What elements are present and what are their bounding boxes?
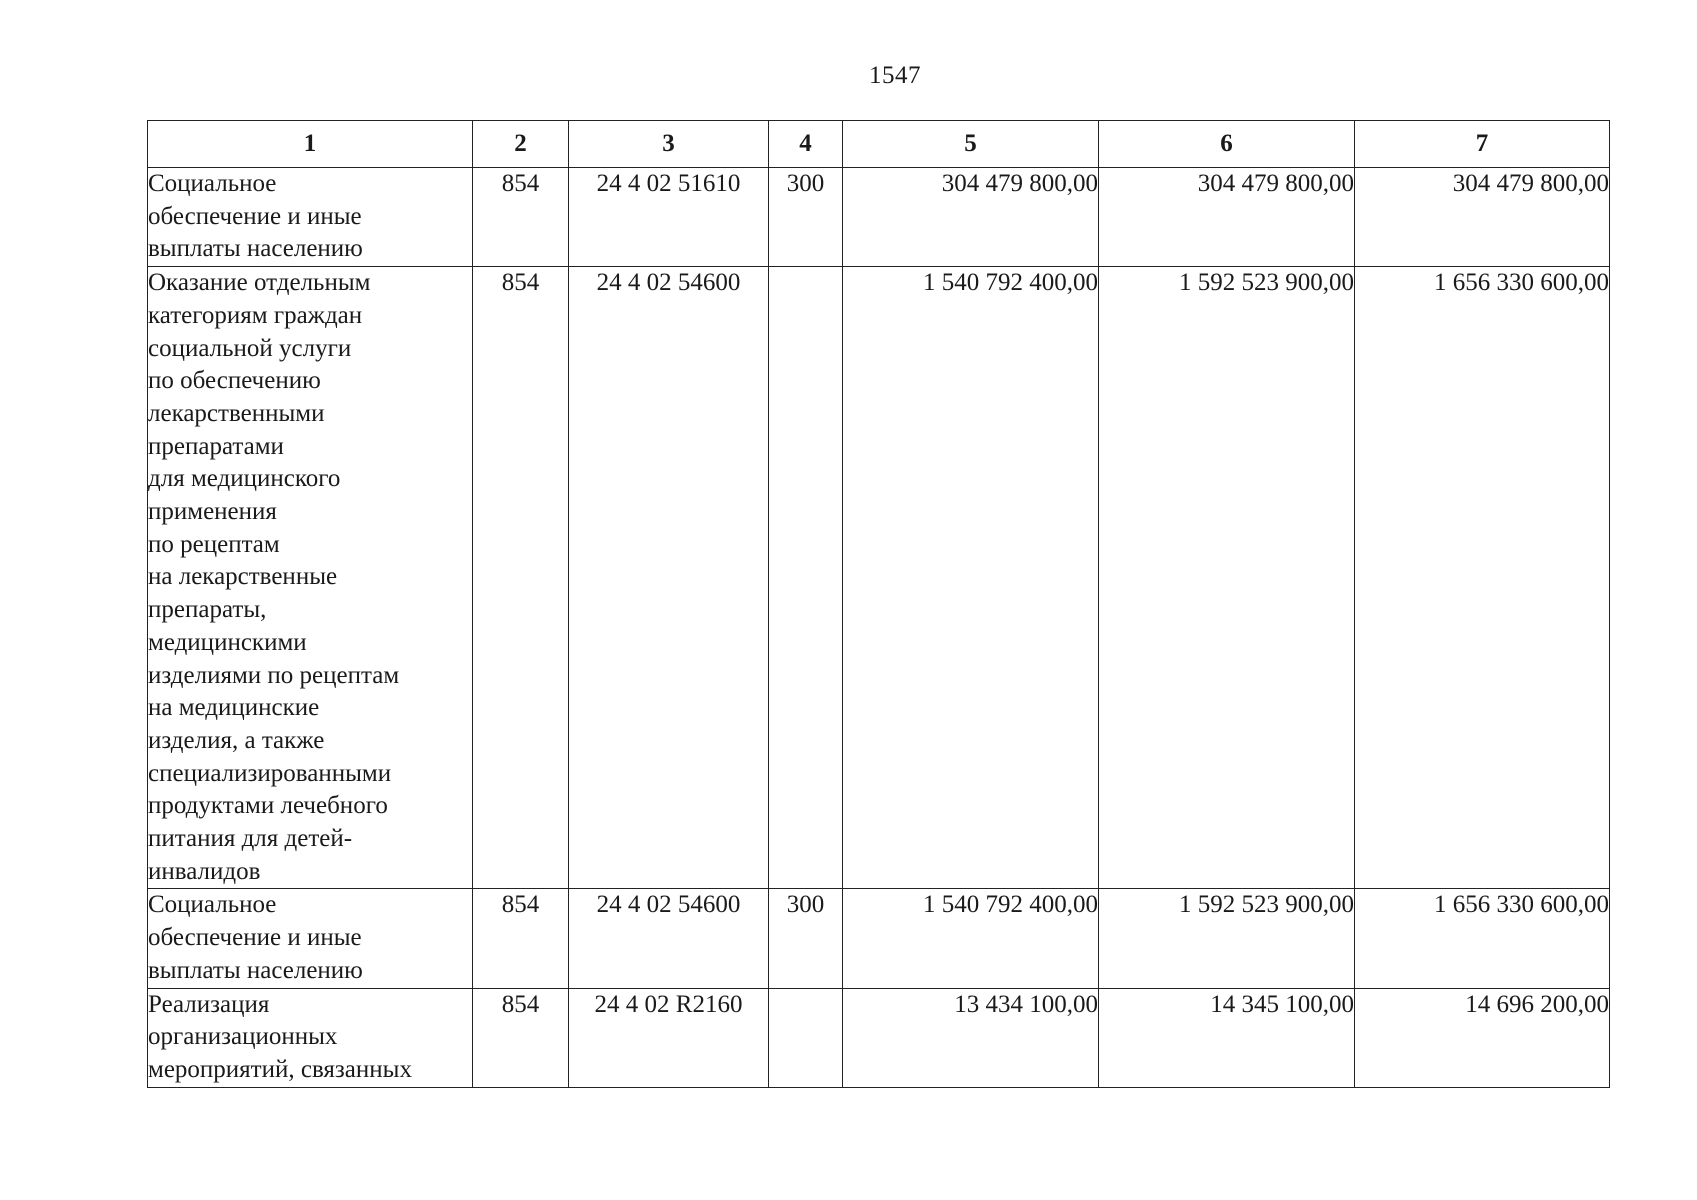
- row-name-line: Социальное: [148, 891, 277, 919]
- amount-year1-cell: 304 479 800,00: [843, 168, 1099, 267]
- column-header-7: 7: [1355, 121, 1610, 168]
- row-name-line: питания для детей-: [148, 825, 353, 853]
- row-name-line: организационных: [148, 1023, 338, 1051]
- target-article-cell: 24 4 02 54600: [569, 267, 769, 889]
- amount-year2-cell: 304 479 800,00: [1099, 168, 1355, 267]
- amount-year2-cell: 1 592 523 900,00: [1099, 267, 1355, 889]
- row-name-line: инвалидов: [148, 857, 261, 885]
- column-header-3: 3: [569, 121, 769, 168]
- row-name-line: Оказание отдельным: [148, 269, 371, 297]
- row-name-line: на лекарственные: [148, 563, 338, 591]
- page-number: 1547: [869, 62, 921, 89]
- row-name-line: обеспечение и иные: [148, 202, 362, 230]
- expense-type-cell: [769, 267, 843, 889]
- amount-year1-cell: 13 434 100,00: [843, 988, 1099, 1087]
- department-code-cell: 854: [473, 988, 569, 1087]
- row-name-line: изделиями по рецептам: [148, 661, 400, 689]
- row-name-line: для медицинского: [148, 465, 341, 493]
- row-name-line: по рецептам: [148, 530, 280, 558]
- row-name-line: социальной услуги: [148, 334, 352, 362]
- row-name-line: лекарственными: [148, 399, 325, 427]
- expense-type-cell: 300: [769, 889, 843, 988]
- row-name-line: по обеспечению: [148, 367, 321, 395]
- column-header-5: 5: [843, 121, 1099, 168]
- row-name-line: мероприятий, связанных: [148, 1055, 412, 1083]
- row-name-line: препаратами: [148, 432, 284, 460]
- department-code-cell: 854: [473, 267, 569, 889]
- amount-year2-cell: 1 592 523 900,00: [1099, 889, 1355, 988]
- budget-table: [147, 120, 1610, 1088]
- department-code-cell: 854: [473, 889, 569, 988]
- amount-year3-cell: 304 479 800,00: [1355, 168, 1610, 267]
- row-name-cell: [148, 168, 473, 267]
- column-header-4: 4: [769, 121, 843, 168]
- row-name-line: Реализация: [148, 990, 270, 1018]
- row-name-line: Социальное: [148, 170, 277, 197]
- amount-year1-cell: 1 540 792 400,00: [843, 889, 1099, 988]
- row-name-cell: [148, 267, 473, 889]
- column-header-6: 6: [1099, 121, 1355, 168]
- expense-type-cell: [769, 988, 843, 1087]
- table-row: [148, 267, 1610, 889]
- amount-year3-cell: 1 656 330 600,00: [1355, 889, 1610, 988]
- row-name-cell: [148, 889, 473, 988]
- table-row: [148, 889, 1610, 988]
- row-name-line: категориям граждан: [148, 301, 363, 329]
- row-name-line: применения: [148, 498, 277, 526]
- row-name-line: препараты,: [148, 596, 267, 624]
- column-header-2: 2: [473, 121, 569, 168]
- row-name-line: изделия, а также: [148, 726, 325, 754]
- target-article-cell: 24 4 02 54600: [569, 889, 769, 988]
- row-name-cell: [148, 988, 473, 1087]
- row-name-line: продуктами лечебного: [148, 792, 388, 820]
- expense-type-cell: 300: [769, 168, 843, 267]
- column-header-1: 1: [148, 121, 473, 168]
- amount-year3-cell: 1 656 330 600,00: [1355, 267, 1610, 889]
- table-row: [148, 168, 1610, 267]
- target-article-cell: 24 4 02 R2160: [569, 988, 769, 1087]
- row-name-line: медицинскими: [148, 628, 307, 656]
- row-name-line: обеспечение и иные: [148, 924, 362, 952]
- row-name-line: на медицинские: [148, 694, 320, 722]
- row-name-line: выплаты населению: [148, 235, 363, 263]
- row-name-line: специализированными: [148, 759, 392, 787]
- row-name-line: выплаты населению: [148, 956, 363, 984]
- table-row: [148, 988, 1610, 1087]
- table-header-row: [148, 121, 1610, 168]
- amount-year2-cell: 14 345 100,00: [1099, 988, 1355, 1087]
- table-body: [148, 168, 1610, 1088]
- amount-year1-cell: 1 540 792 400,00: [843, 267, 1099, 889]
- amount-year3-cell: 14 696 200,00: [1355, 988, 1610, 1087]
- target-article-cell: 24 4 02 51610: [569, 168, 769, 267]
- department-code-cell: 854: [473, 168, 569, 267]
